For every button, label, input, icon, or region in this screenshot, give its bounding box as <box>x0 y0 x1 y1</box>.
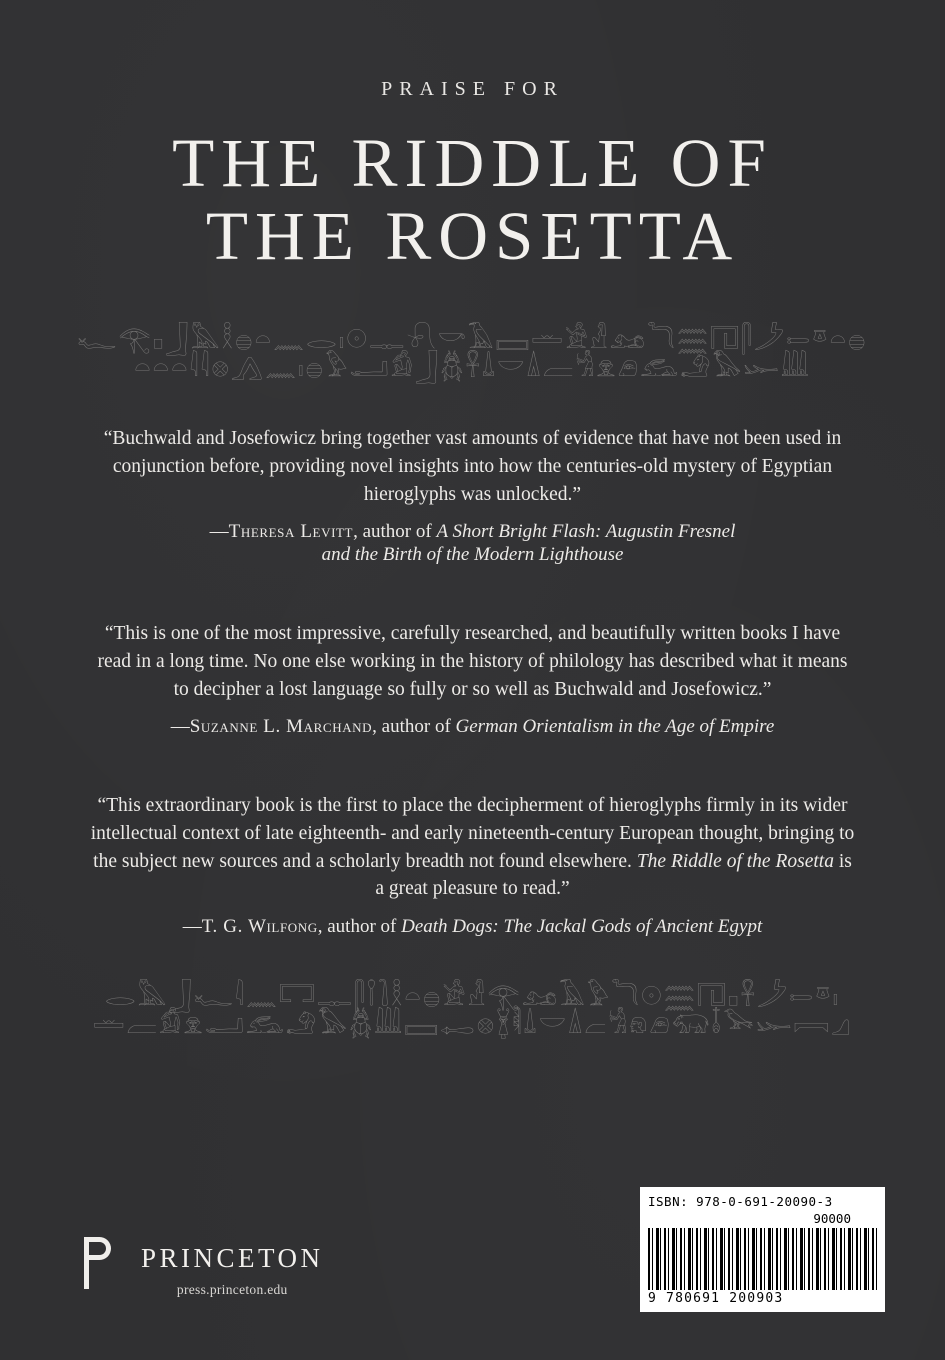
blurb-list <box>0 425 945 938</box>
blurb-text-italic-title: The Riddle of the Rosetta <box>636 850 834 872</box>
book-title-line-1: THE RIDDLE OF <box>172 125 773 201</box>
isbn-line <box>648 1194 877 1209</box>
hieroglyph-row: 𓏛𓐝𓀁𓁷𓂝𓃹𓄂𓅃𓆣𓇏𓈙𓉻𓊖𓋏𓌞𓍑𓎟𓏙𓐞𓀜𓁶𓂉𓃯𓄤𓅨𓆱𓇯𓈎 <box>93 1010 852 1041</box>
blurb-text-part-2: is a great pleasure to read.” <box>375 850 852 900</box>
blurb-item <box>88 425 857 566</box>
publisher-url[interactable]: press.princeton.edu <box>176 1282 288 1297</box>
publisher-block <box>84 1237 324 1298</box>
blurb-item <box>88 620 857 738</box>
barcode-digits: 9 780691 200903 <box>648 1291 784 1306</box>
blurb-text <box>88 792 857 903</box>
attrib-work-title: German Orientalism in the Age of Empire <box>455 716 775 738</box>
book-title-line-2: THE ROSETTA <box>205 198 740 275</box>
blurb-attribution <box>88 716 857 738</box>
price-code: 90000 <box>813 1211 851 1226</box>
barcode-bars <box>648 1228 877 1290</box>
attrib-connector: , author of <box>317 916 402 938</box>
attrib-author: Suzanne L. Marchand <box>189 716 373 738</box>
isbn-value: 978-0-691-20090-3 <box>696 1194 833 1209</box>
hieroglyph-band-bottom <box>0 982 945 1041</box>
book-title <box>0 127 945 273</box>
hieroglyph-row: 𓂋𓅓𓃀𓆑𓇋𓈖𓉐𓊃𓋴𓌉𓍘𓎛𓏏𓐍𓀀𓁐𓂀𓃭𓄿𓅱𓆓𓇳𓈗𓉔𓊪𓋹𓌳𓍿𓎼𓏤 <box>104 982 841 1013</box>
attrib-author: Theresa Levitt <box>228 521 354 543</box>
princeton-press-logo-icon <box>84 1237 127 1289</box>
isbn-label: ISBN: <box>648 1194 689 1209</box>
attrib-work-title: A Short Bright Flash: Augustin Fresnel <box>436 521 736 543</box>
cover-footer <box>0 1170 945 1360</box>
attrib-author: T. G. Wilfong <box>201 916 318 938</box>
barcode-block <box>640 1187 885 1312</box>
blurb-attribution <box>88 521 857 566</box>
blurb-text: “This is one of the most impressive, carefully researched, and beautifully written books I have read in a long time. No one else working in the history of philology has described what it means to decipher a lost language so fully or so well as Buchwald and Josefowicz.” <box>97 623 848 700</box>
hieroglyph-band-top <box>0 325 945 384</box>
hieroglyph-row: 𓆑𓂀𓊪𓃀𓅓𓎛𓐍𓏏𓈖𓂋𓏤𓇳𓊃𓍯𓎡𓄿𓈙𓏛𓀀𓁐𓃭𓆓𓈗𓉔𓋴𓌳𓍿𓎼𓏏𓐍 <box>77 325 868 356</box>
blurb-text-part-1: “This extraordinary book is the first to place the decipherment of hieroglyphs firmly in its wider intellectual context of late eighteenth- and early nineteenth-century European thought, bringing to the subject new sources and a scholarly breadth not found elsewhere. <box>90 795 855 872</box>
attrib-work-title-line2: and the Birth of the Modern Lighthouse <box>321 544 624 566</box>
blurb-attribution <box>88 916 857 938</box>
praise-for-label: PRAISE FOR <box>381 78 564 100</box>
attrib-connector: , author of <box>372 716 456 738</box>
publisher-text <box>141 1237 324 1298</box>
attrib-connector: , author of <box>353 521 437 543</box>
blurb-item <box>88 792 857 938</box>
publisher-name: PRINCETON <box>141 1243 324 1273</box>
hieroglyph-row: 𓏏𓏏𓏏𓇋𓇋𓊖𓂻𓈖𓏤𓐍𓅱𓂝𓀁𓃀𓆣𓋹𓍑𓎟𓏙𓐝𓀜𓁷𓂉𓃹𓄂𓅃𓆱𓇏 <box>134 353 811 384</box>
blurb-text: “Buchwald and Josefowicz bring together vast amounts of evidence that have not been used in conjunction before, providing novel insights into how the centuries-old mystery of Egyptian hieroglyphs was unlocked.” <box>103 428 842 505</box>
attrib-dash: — <box>170 716 190 738</box>
attrib-dash: — <box>182 916 202 938</box>
attrib-work-title: Death Dogs: The Jackal Gods of Ancient Egypt <box>401 916 763 938</box>
attrib-dash: — <box>209 521 229 543</box>
